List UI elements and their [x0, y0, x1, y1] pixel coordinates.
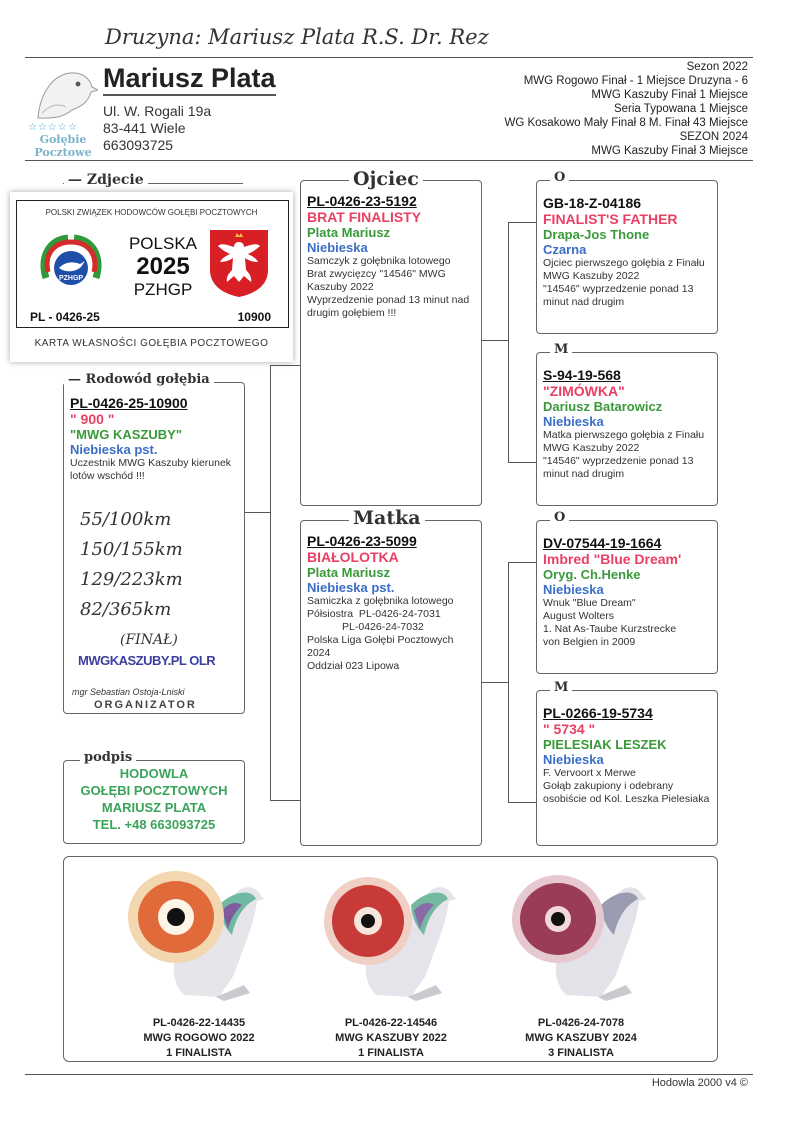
pigeon-eye-photo-icon: [316, 865, 466, 1005]
mother-name: BIAŁOLOTKA: [307, 549, 399, 565]
mm-ring: PL-0266-19-5734: [543, 705, 653, 721]
season-line: MWG Rogowo Finał - 1 Miejsce Druzyna - 6: [523, 75, 748, 87]
mm-breeder: PIELESIAK LESZEK: [543, 737, 667, 752]
fm-ring: S-94-19-568: [543, 367, 621, 383]
season-line: MWG Kaszuby Finał 1 Miejsce: [591, 89, 748, 101]
pigeon-dash-icon: —: [68, 372, 86, 387]
logo-line1: Gołębie: [39, 133, 87, 146]
connector-line: [270, 365, 300, 366]
ff-details: [543, 195, 713, 309]
card-polska: POLSKA: [128, 234, 198, 253]
organizer-stamp: MWGKASZUBY.PL OLR: [78, 653, 216, 668]
pigeon-race: "MWG KASZUBY": [70, 427, 182, 442]
phone: 663093725: [103, 137, 174, 153]
season-line: Sezon 2022: [686, 61, 748, 73]
stamp-line: MARIUSZ PLATA: [101, 800, 207, 815]
pigeon-note: Uczestnik MWG Kaszuby kierunek lotów wschód !!!: [70, 457, 232, 482]
signature-box: [63, 760, 245, 844]
connector-line: [508, 802, 536, 803]
mother-ring: PL-0426-23-5099: [307, 533, 417, 549]
fm-details: [543, 367, 713, 481]
connector-line: [508, 562, 536, 563]
organizer-label: ORGANIZATOR: [94, 699, 197, 711]
race-result-final: (FINAŁ): [120, 632, 178, 648]
emblem-text: PZHGP: [58, 275, 84, 282]
card-year: 2025: [136, 253, 190, 280]
pigeon-head-logo-icon: [28, 63, 98, 123]
mother-note: Samiczka z gołębnika lotowego Półsiostra PL-0426-24-7031 PL-0426-24-7032 Polska Liga Gołębi Pocztowych 2024 Oddział 023 Lipowa: [307, 595, 454, 672]
race-result: 150/155km: [80, 539, 183, 560]
pigeon-eye-photo-icon: [506, 865, 656, 1005]
connector-line: [508, 222, 536, 223]
pigeon-eye-photo-icon: [124, 865, 274, 1005]
ff-note: Ojciec pierwszego gołębia z Finału MWG Kaszuby 2022 "14546" wyprzedzenie ponad 13 minut nad drugim: [543, 257, 705, 308]
pigeon-box: [63, 382, 245, 714]
fm-breeder: Dariusz Batarowicz: [543, 399, 663, 414]
gallery-item: [316, 865, 466, 1061]
season-line: MWG Kaszuby Finał 3 Miejsce: [591, 145, 748, 157]
gallery-ring: PL-0426-22-14546: [344, 1017, 438, 1029]
fm-title: M: [550, 342, 572, 357]
mm-note: F. Vervoort x Merwe Gołąb zakupiony i odebrany osobiście od Kol. Leszka Pielesiaka: [543, 767, 710, 805]
mm-color: Niebieska: [543, 752, 604, 767]
mf-details: [543, 535, 713, 649]
mother-breeder: Plata Mariusz: [307, 565, 391, 580]
footer-credit: Hodowla 2000 v4 ©: [651, 1077, 748, 1089]
address-street: Ul. W. Rogali 19a: [103, 103, 212, 119]
stamp-line: HODOWLA: [119, 766, 189, 781]
connector-line: [480, 682, 508, 683]
pigeon-ring: PL-0426-25-10900: [70, 395, 188, 411]
footer-divider: [25, 1074, 753, 1075]
pigeon-name: " 900 ": [70, 411, 115, 427]
connector-line: [508, 222, 509, 462]
card-polska-block: [122, 234, 204, 300]
gallery-box: [63, 856, 718, 1062]
pzhgp-emblem-icon: [38, 228, 104, 294]
stamp-line: GOŁĘBI POCZTOWYCH: [80, 783, 228, 798]
stamp-line: TEL. +48 663093725: [92, 817, 216, 832]
polish-eagle-icon: [208, 228, 270, 298]
connector-line: [245, 512, 270, 513]
connector-line: [270, 365, 271, 800]
mf-note: Wnuk "Blue Dream" August Wolters 1. Nat As-Taube Kurzstrecke von Belgien in 2009: [543, 597, 677, 648]
fm-name: "ZIMÓWKA": [543, 383, 625, 399]
father-name: BRAT FINALISTY: [307, 209, 422, 225]
gallery-place: 3 FINALISTA: [548, 1047, 614, 1059]
gallery-caption: [316, 1016, 466, 1061]
mother-box: [300, 520, 482, 846]
ff-title: O: [550, 170, 569, 185]
gallery-place: 1 FINALISTA: [166, 1047, 232, 1059]
season-results: [505, 60, 749, 158]
logo-text: [28, 133, 98, 159]
father-ring: PL-0426-23-5192: [307, 193, 417, 209]
connector-line: [480, 340, 508, 341]
connector-line: [508, 562, 509, 802]
father-box: [300, 180, 482, 506]
mother-title: Matka: [349, 507, 425, 529]
gallery-caption: [506, 1016, 656, 1061]
race-results: [80, 505, 183, 655]
card-pzhgp: PZHGP: [133, 280, 193, 299]
card-header: POLSKI ZWIĄZEK HODOWCÓW GOŁĘBI POCZTOWYCH: [45, 208, 258, 217]
mm-title: M: [550, 680, 572, 695]
top-divider: [25, 57, 753, 58]
mm-details: [543, 705, 713, 806]
header-divider: [25, 160, 753, 161]
father-breeder: Plata Mariusz: [307, 225, 391, 240]
logo-line2: Pocztowe: [34, 146, 92, 159]
ff-breeder: Drapa-Jos Thone: [543, 227, 650, 242]
father-title: Ojciec: [349, 168, 423, 190]
father-color: Niebieska: [307, 240, 368, 255]
gallery-race: MWG KASZUBY 2022: [335, 1032, 447, 1044]
gallery-ring: PL-0426-24-7078: [537, 1017, 625, 1029]
ff-color: Czarna: [543, 242, 587, 257]
gallery-item: [124, 865, 274, 1061]
ff-box: [536, 180, 718, 334]
season-line: WG Kosakowo Mały Finał 8 M. Finał 43 Miejsce: [504, 117, 748, 129]
signature-stamp: [64, 765, 244, 833]
card-ring-number: 10900: [237, 310, 271, 324]
season-line: SEZON 2024: [679, 131, 748, 143]
father-note: Samczyk z gołębnika lotowego Brat zwycięzcy "14546" MWG Kaszuby 2022 Wyprzedzenie ponad 13 minut nad drugim gołębiem !!!: [307, 255, 470, 319]
fm-box: [536, 352, 718, 506]
connector-line: [508, 462, 536, 463]
gallery-item: [506, 865, 656, 1061]
gallery-race: MWG KASZUBY 2024: [525, 1032, 637, 1044]
handwritten-team: Druzyna: Mariusz Plata R.S. Dr. Rez: [105, 25, 489, 49]
card-ring: PL - 0426-25: [30, 310, 100, 324]
gallery-race: MWG ROGOWO 2022: [143, 1032, 255, 1044]
father-details: [307, 193, 477, 320]
signature-title: podpis: [80, 750, 136, 765]
breeder-name: Mariusz Plata: [103, 63, 276, 96]
ff-name: FINALIST'S FATHER: [543, 211, 678, 227]
photo-title: [64, 172, 148, 188]
mf-color: Niebieska: [543, 582, 604, 597]
ff-ring: GB-18-Z-04186: [543, 195, 642, 211]
stars-icon: ☆☆☆☆☆: [28, 122, 78, 133]
mf-title: O: [550, 510, 569, 525]
photo-dash-icon: —: [68, 172, 87, 188]
mf-name: Imbred "Blue Dream': [543, 551, 682, 567]
logo: [28, 63, 98, 159]
card-footer: KARTA WŁASNOŚCI GOŁĘBIA POCZTOWEGO: [34, 338, 269, 349]
gallery-caption: [124, 1016, 274, 1061]
organizer-name: mgr Sebastian Ostoja-Lniski: [72, 687, 185, 697]
mother-details: [307, 533, 477, 673]
mf-ring: DV-07544-19-1664: [543, 535, 662, 551]
race-result: 55/100km: [80, 509, 172, 530]
gallery-place: 1 FINALISTA: [358, 1047, 424, 1059]
photo-title-text: Zdjecie: [86, 172, 144, 188]
ownership-card: [10, 192, 293, 362]
gallery-ring: PL-0426-22-14435: [152, 1017, 246, 1029]
address: [103, 103, 211, 154]
fm-color: Niebieska: [543, 414, 604, 429]
address-city: 83-441 Wiele: [103, 120, 186, 136]
mm-name: " 5734 ": [543, 721, 596, 737]
race-result: 82/365km: [80, 599, 172, 620]
mf-breeder: Oryg. Ch.Henke: [543, 567, 641, 582]
pigeon-color: Niebieska pst.: [70, 442, 158, 457]
fm-note: Matka pierwszego gołębia z Finału MWG Kaszuby 2022 "14546" wyprzedzenie ponad 13 minut nad drugim: [543, 429, 705, 480]
mf-box: [536, 520, 718, 674]
race-result: 129/223km: [80, 569, 183, 590]
connector-line: [270, 800, 300, 801]
pigeon-title: [64, 372, 214, 387]
mother-color: Niebieska pst.: [307, 580, 395, 595]
pigeon-details: [70, 395, 238, 483]
season-line: Seria Typowana 1 Miejsce: [613, 103, 748, 115]
mm-box: [536, 690, 718, 846]
pigeon-title-text: Rodowód gołębia: [85, 372, 210, 387]
